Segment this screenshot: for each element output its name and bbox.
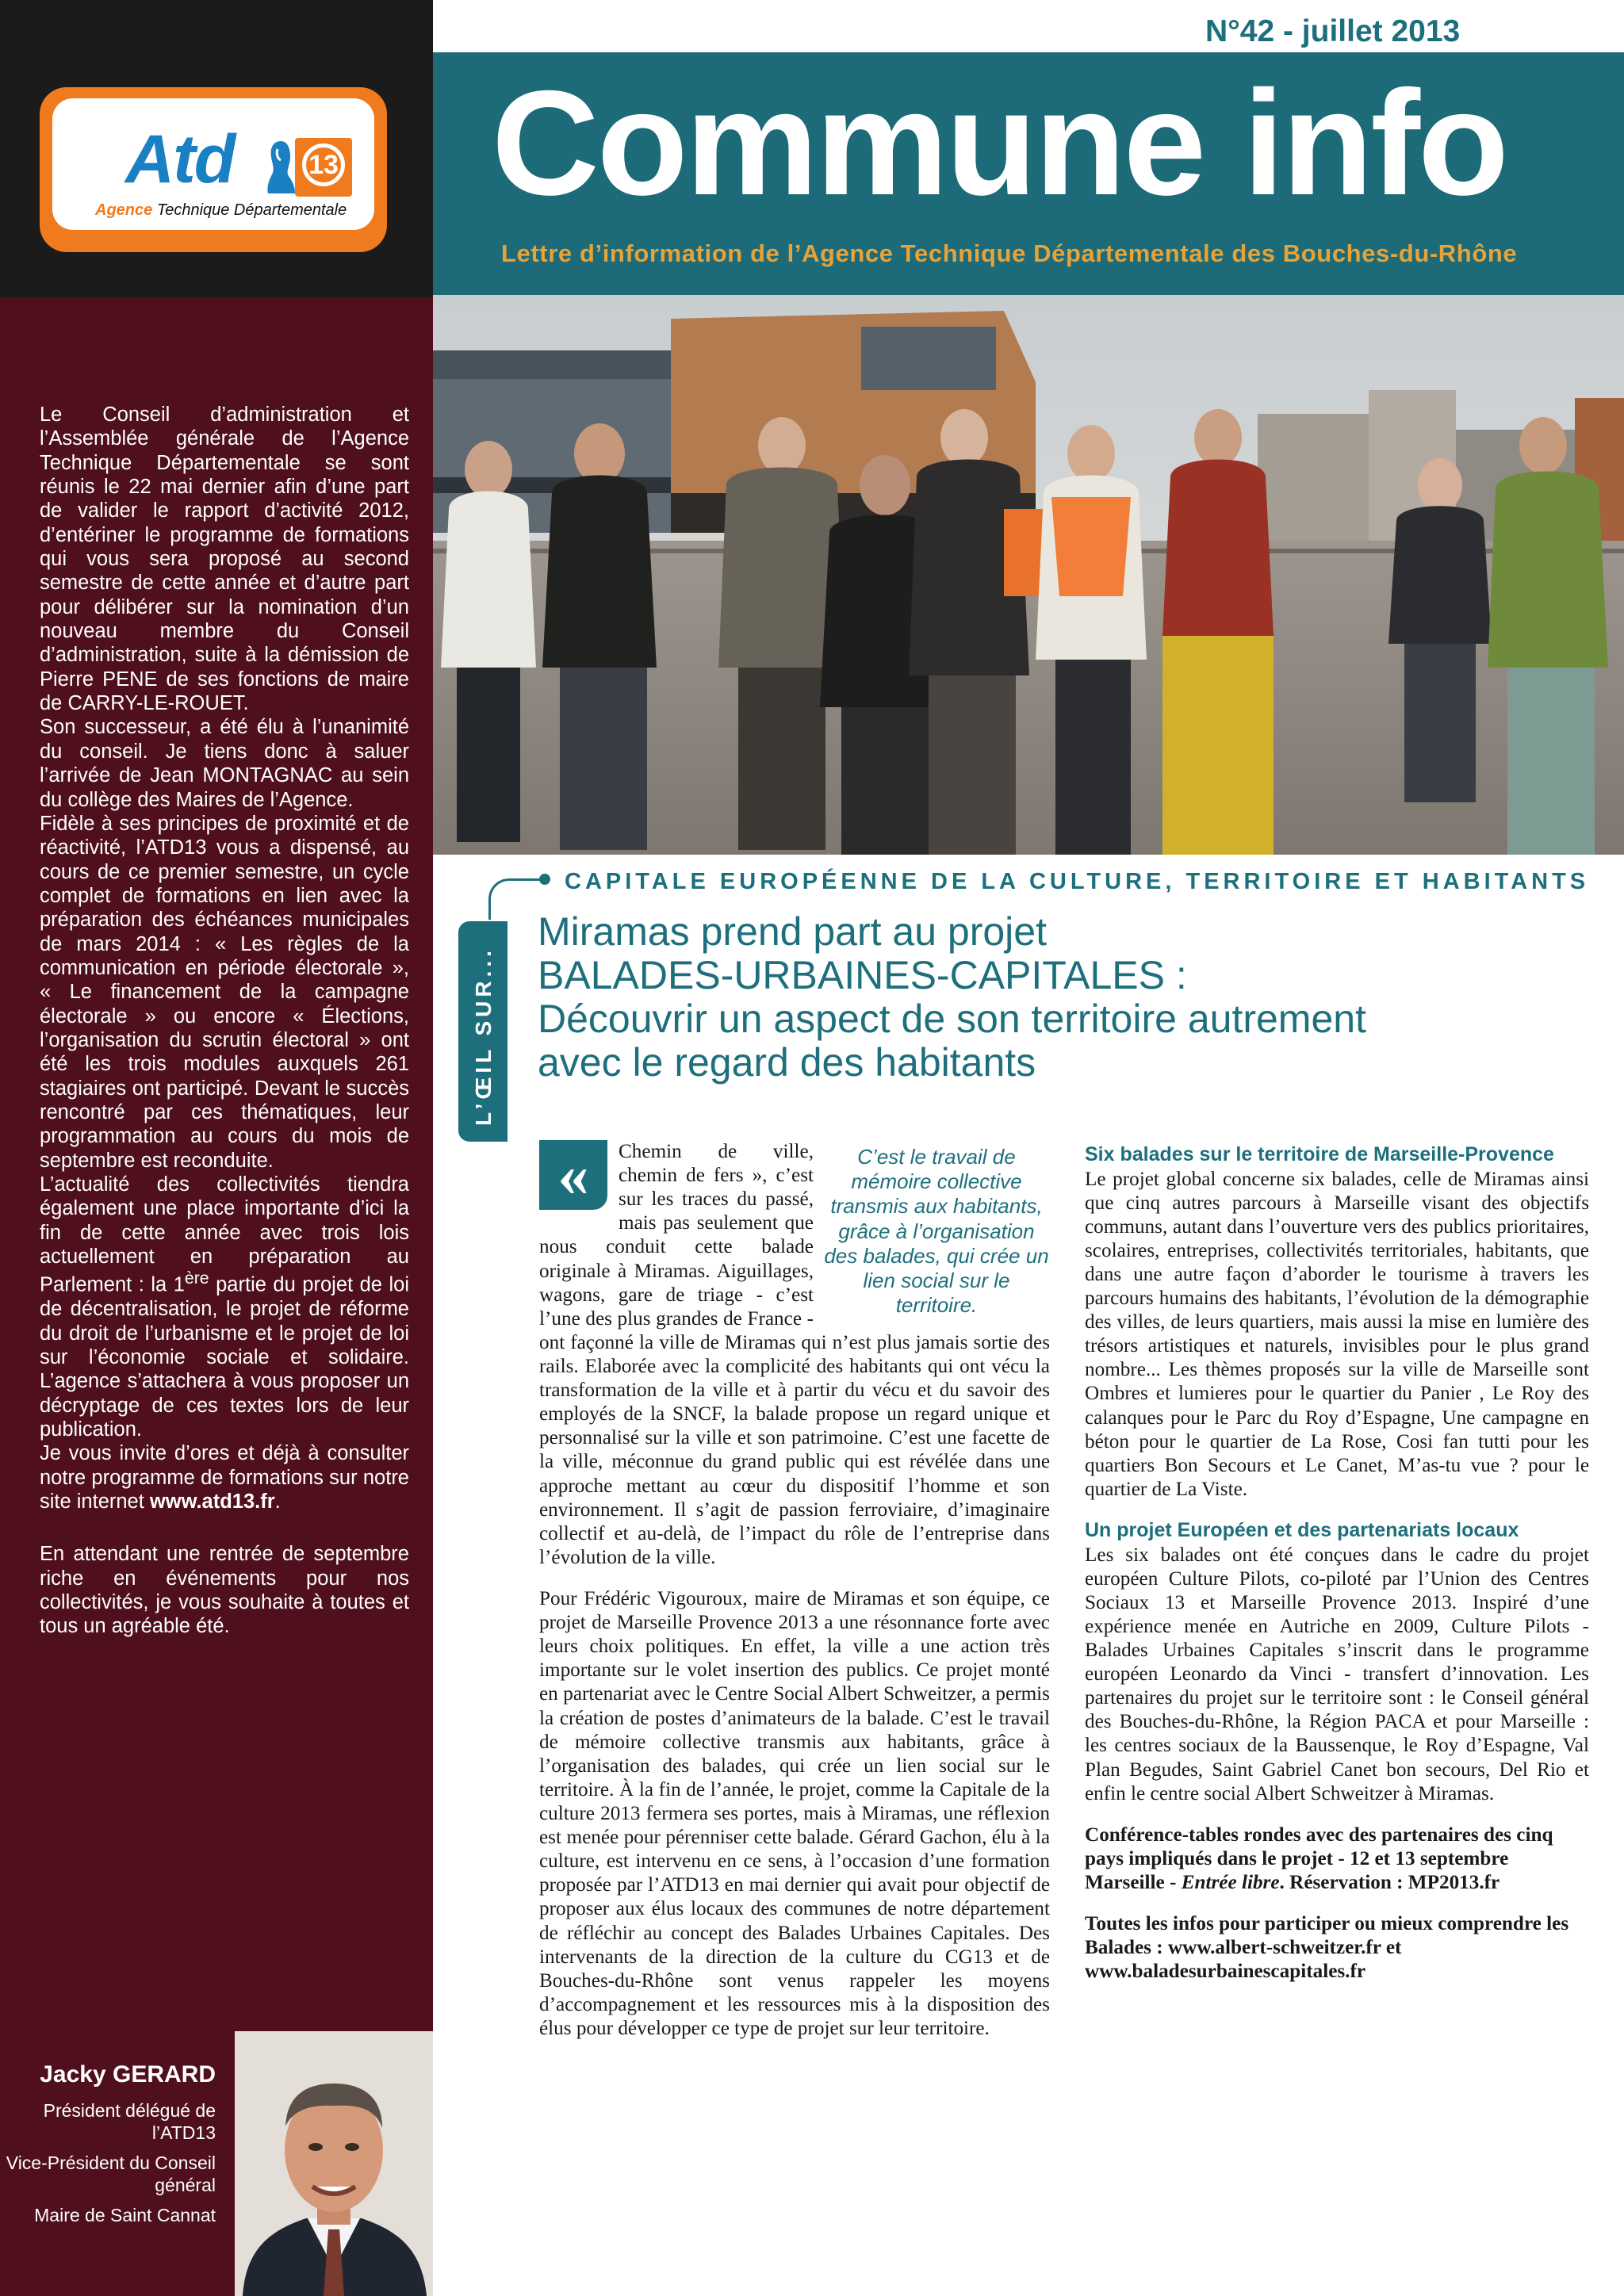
subheading-six-balades: Six balades sur le territoire de Marseille-Provence <box>1085 1143 1554 1165</box>
group-walk-illustration <box>433 295 1624 855</box>
signature-name: Jacky GERARD <box>40 2061 216 2087</box>
portrait-illustration <box>235 2031 433 2296</box>
logo-band <box>0 0 433 297</box>
info-links[interactable]: Toutes les infos pour participer ou mieux comprendre les Balades : www.albert-schweitzer.fr et www.baladesurbainescapitales.fr <box>1085 1913 1569 1983</box>
logo-tagline-rest: Technique Départementale <box>156 201 347 219</box>
rubric-dot-icon <box>539 874 550 885</box>
signature <box>0 2061 216 2234</box>
article-paragraph-2: Pour Frédéric Vigouroux, maire de Miramas et son équipe, ce projet de Marseille Provence 2013 a une résonnance forte avec leurs choix politiques. En effet, la ville a une action très importante sur le volet insertion des publics. Ce projet monté en partenariat avec le Centre Social Albert Schweitzer, a permis la création de postes d’animateurs de la balade. C’est le travail de mémoire collective transmis aux habitants, grâce à l’organisation des balades, qui crée un lien social sur le territoire. À la fin de l’année, le projet, comme la Capitale de la culture 2013 fermera ses portes, mais à Miramas, une réflexion est menée pour pérenniser cette balade. Gérard Gachon, élu à la culture, est intervenu en ce sens, à l’occasion d’une formation proposée par l’ATD13 en mai dernier qui avait pour objectif de proposer aux élus locaux des communes de notre département de réfléchir au concept des Balades Urbaines Capitales. Des intervenants de la direction de la culture du CG13 et de Bouches-du-Rhône sont venus rappeler les moyens d’accompagnement et les ressources mis à la disposition des élus pour développer ce type de projet sur leur territoire. <box>539 1587 1050 2039</box>
editorial-closing: En attendant une rentrée de septembre riche en événements pour nos collectivités, je vous souhaite à toutes et tous un agréable été. <box>40 1543 409 1638</box>
main-photo <box>433 295 1624 855</box>
signature-role-2: Vice-Président du Conseil général <box>6 2152 216 2196</box>
editorial-p4-text-a: L’actualité des collectivités tiendra également une place importante d’ici la fin de cette année avec trois lois actuellement en préparation au Parlement : la 1 <box>40 1173 409 1296</box>
headline-line-2: BALADES-URBAINES-CAPITALES : <box>538 953 1187 997</box>
atd13-logo[interactable] <box>40 87 387 252</box>
editorial-paragraph-4 <box>40 1173 409 1441</box>
headline-line-1: Miramas prend part au projet <box>538 909 1047 954</box>
signature-role-3: Maire de Saint Cannat <box>34 2205 216 2226</box>
logo-tagline <box>95 201 347 220</box>
headline-line-3: Découvrir un aspect de son territoire autrement <box>538 997 1366 1041</box>
article-paragraph-3: Le projet global concerne six balades, celle de Miramas ainsi que cinq autres parcours à Marseille visant des objectifs communs, autant dans l’ouverture vers des publics prioritaires, scolaires, entreprises, collectivités territoriales, habitants, que dans une autre façon d’aborder le tourisme à travers les parcours humains des habitants, l’évolution de la démographie des villes, de leurs quartiers, mais aussi la mise en lumière des trésors artistiques et naturels, invisibles pour le plus grand nombre... Les thèmes proposés sur la ville de Marseille sont Ombres et lumieres pour le quartier du Panier , Le Roy des calanques pour le Parc du Roy d’Espagne, Une campagne en béton pour le quartier de La Rose, Cosi fan tutti pour les quartiers Bon Secours et Le Canet, M’as-tu vue ? pour le quartier de La Viste. <box>1085 1168 1589 1500</box>
editorial <box>40 403 409 1639</box>
conference-notice <box>1085 1823 1589 1895</box>
article-paragraph-1: Chemin de ville, chemin de fers », c’est sur les traces du passé, mais pas seulement que nous conduit cette balade originale à Miramas. Aiguillages, wagons, gare de triage - c’est l’une des plus grandes de France - ont façonné la ville de Miramas qui n’est plus jamais sortie des rails. Elaborée avec la complicité des habitants qui ont vécu la transformation de la ville et à partir du vécu et du savoir des employés de la SNCF, la balade propose un regard unique et personnalisé sur la ville et son patrimoine. C’est une facette de la ville, méconnue du grand public qui est révélée dans une approche mettant au cœur du dispositif l’homme et son environnement. Il s’agit de passion ferroviaire, d’imaginaire collectif et au-delà, de l’impact du rôle de l’entreprise dans l’évolution de la ville. <box>539 1141 1050 1568</box>
editorial-p4-sup: ère <box>184 1269 209 1288</box>
editorial-p4-text-b: partie du projet de loi de décentralisation, le projet de réforme du droit de l’urbanisme et le projet de loi sur l’économie sociale et solidaire. L’agence s’attachera à vous proposer un décryptage de ces textes lors de leur publication. <box>40 1273 409 1441</box>
article-rubric: CAPITALE EUROPÉENNE DE LA CULTURE, TERRITOIRE ET HABITANTS <box>565 869 1590 894</box>
logo-badge-13 <box>295 138 352 197</box>
section-tab-label: L’ŒIL SUR... <box>471 947 496 1126</box>
logo-number: 13 <box>302 144 345 186</box>
quote-mark-icon: « <box>539 1140 607 1210</box>
logo-tagline-first: Agence <box>95 201 153 219</box>
atd13-website-link[interactable]: www.atd13.fr <box>149 1490 275 1513</box>
editorial-p5-text: Je vous invite d’ores et déjà à consulter notre programme de formations sur notre site internet <box>40 1442 409 1513</box>
marianne-bust-icon <box>263 138 298 197</box>
editorial-paragraph-3: Fidèle à ses principes de proximité et de réactivité, l’ATD13 vous a dispensé, au cours de ce premier semestre, un cycle complet de formations en lien avec la préparation des échéances municipales de mars 2014 : « Les règles de la communication en période électorale », « Le financement de la campagne électorale » ou encore « Élections, l’organisation du scrutin électoral » ont été les trois modules auxquels 261 stagiaires ont participé. Devant le succès rencontré par ces thématiques, leur programmation au cours du mois de septembre est reconduite. <box>40 812 409 1172</box>
article-column-1 <box>539 1140 1050 2041</box>
logo-wordmark: Atd <box>125 121 235 197</box>
issue-number: N°42 - juillet 2013 <box>1205 14 1461 48</box>
editorial-paragraph-5 <box>40 1441 409 1513</box>
rubric-bracket <box>488 878 544 920</box>
conference-reservation[interactable]: . Réservation : MP2013.fr <box>1279 1871 1500 1893</box>
newsletter-title: Commune info <box>492 59 1507 226</box>
subheading-european-project: Un projet Européen et des partenariats locaux <box>1085 1519 1519 1542</box>
pull-quote: C’est le travail de mémoire collective transmis aux habitants, grâce à l’organisation des balades, qui crée un lien social sur le territoire. <box>824 1145 1049 1318</box>
conference-text-a: Conférence-tables rondes avec des partenaires des cinq pays impliqués dans le projet - 12 et 13 septembre Marseille - <box>1085 1823 1553 1893</box>
headline-line-4: avec le regard des habitants <box>538 1040 1036 1085</box>
logo-panel <box>52 98 374 230</box>
article-paragraph-4: Les six balades ont été conçues dans le cadre du projet européen Culture Pilots, co-piloté par l’Union des Centres Sociaux 13 et Marseille Provence 2013. Inspiré d’une expérience menée en Autriche en 2009, Culture Pilots - Balades Urbaines Capitales s’inscrit dans le programme européen Leonardo da Vinci - transfert d’innovation. Les partenaires du projet sur le territoire sont : le Conseil général des Bouches-du-Rhône, la Région PACA et pour Marseille : les centres sociaux de la Baussenque, le Roy d’Espagne, Val Plan Begudes, Saint Gabriel Canet bon secours, Del Rio et enfin le centre social Albert Schweitzer à Miramas. <box>1085 1544 1589 1804</box>
article-headline <box>538 910 1600 1085</box>
editorial-paragraph-2: Son successeur, a été élu à l’unanimité du conseil. Je tiens donc à saluer l’arrivée de Jean MONTAGNAC au sein du collège des Maires de l’Agence. <box>40 716 409 811</box>
editorial-p5-end: . <box>274 1490 281 1513</box>
signature-role-1: Président délégué de l’ATD13 <box>43 2100 216 2144</box>
conference-free-entry: Entrée libre <box>1181 1871 1280 1893</box>
portrait-photo <box>235 2031 433 2296</box>
newsletter-subtitle: Lettre d’information de l’Agence Technique Départementale des Bouches-du-Rhône <box>501 239 1518 267</box>
editorial-paragraph-1: Le Conseil d’administration et l’Assemblée générale de l’Agence Technique Départementale se sont réunis le 22 mai dernier afin d’une part de valider le rapport d’activité 2012, d’entériner le programme de formations qui vous sera proposé au second semestre de cette année et d’autre part pour délibérer sur la nomination d’un nouveau membre du Conseil d’administration, suite à la démission de Pierre PENE de ses fonctions de maire de CARRY-LE-ROUET. <box>40 404 409 715</box>
article-column-2 <box>1085 1143 1589 1984</box>
